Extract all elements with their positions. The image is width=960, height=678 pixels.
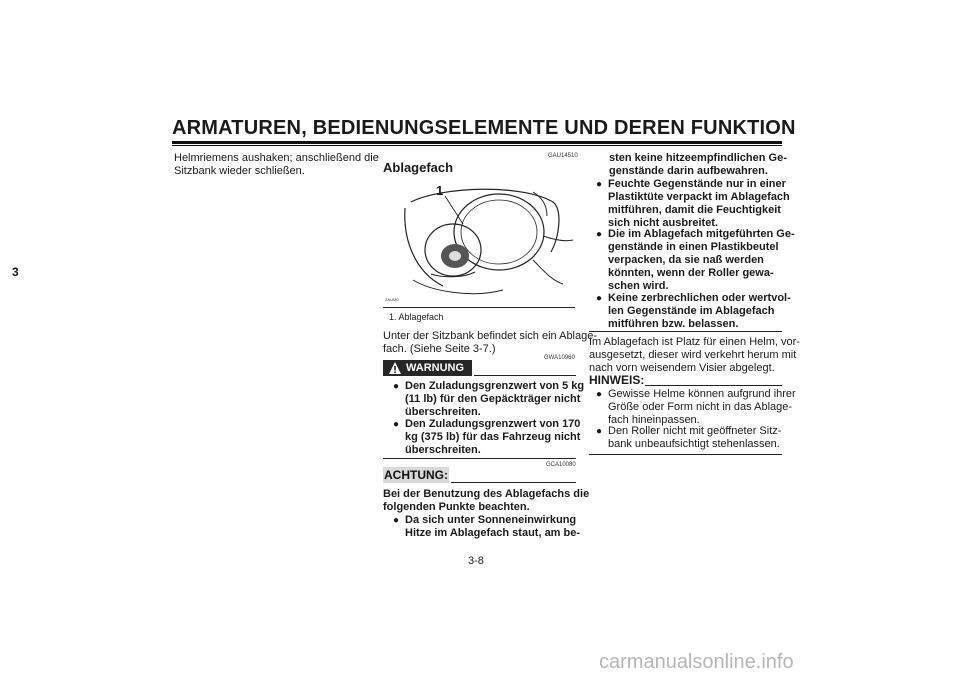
text-line: folgenden Punkte beachten. [383,501,530,513]
bullet-icon: ● [393,419,400,430]
text-line: Unter der Sitzbank befindet sich ein Ablage- [383,330,598,342]
title-rule-thin [172,145,782,146]
bullet-icon: ● [393,515,400,526]
caution-item [596,178,790,230]
warning-item [393,380,585,419]
caution-item [393,514,581,540]
text-line: Die im Ablagefach mitgeführten Ge- [608,228,795,240]
warning-bottom-rule [383,458,576,459]
text-line: Den Roller nicht mit geöffneter Sitz- [608,425,782,437]
caution-badge: ACHTUNG: [384,468,448,482]
intro-text [383,330,598,356]
caution-code: GCA10080 [546,462,576,468]
watermark: carmanualsonline.info [599,651,794,673]
title-rule [172,141,782,144]
text-line: mitführen, damit die Feuchtigkeit [608,204,781,216]
warning-item [393,418,581,457]
text-line: Gewisse Helme können aufgrund ihrer [608,388,796,400]
bullet-icon: ● [596,426,603,437]
text-line: genstände darin aufbewahren. [609,165,768,177]
text-line: Bei der Benutzung des Ablagefachs die [383,488,590,500]
figure-code: ZAUM0 [385,297,399,302]
text-line: bank unbeaufsichtigt stehenlassen. [608,438,780,450]
bullet-icon: ● [596,389,603,400]
note-label: HINWEIS: [589,373,645,387]
text-line: überschreiten. [405,444,481,456]
warning-triangle-icon [388,361,402,375]
bullet-icon: ● [596,229,603,240]
text-line: mitführen bzw. belassen. [608,318,739,330]
text-line: fach. (Siehe Seite 3-7.) [383,343,496,355]
text-line: Hitze im Ablagefach staut, am be- [405,527,581,539]
text-line: überschreiten. [405,406,481,418]
caution-top-rule [451,482,576,483]
note-top-rule [645,385,782,386]
text-line: fach hineinpassen. [608,414,700,426]
page-number: 3-8 [468,555,484,567]
note-bottom-rule [589,454,782,455]
text-line: len Gegenstände im Ablagefach [608,305,775,317]
text-line: sten keine hitzeempfindlichen Ge- [609,152,787,164]
chapter-number: 3 [12,265,19,279]
text-line: könnten, wenn der Roller gewa- [608,267,774,279]
figure-rule [383,307,575,308]
caution-continued [609,152,787,178]
figure-caption: 1. Ablagefach [389,312,444,322]
text-line: Den Zuladungsgrenzwert von 5 kg [405,380,585,392]
section-heading: Ablagefach [383,160,454,175]
text-line: sich nicht ausbreitet. [608,217,719,229]
storage-compartment-illustration [383,180,575,306]
caution-intro [383,488,590,514]
bullet-icon: ● [596,293,603,304]
text-line: genstände in einen Plastikbeutel [608,241,779,253]
text-line: Den Zuladungsgrenzwert von 170 [405,418,581,430]
bullet-icon: ● [393,381,400,392]
warning-badge [383,360,472,376]
text-line: (11 lb) für den Gepäckträger nicht [405,393,581,405]
section-code: GAU14510 [548,153,578,159]
caution-item [596,292,791,331]
note-item [596,388,796,427]
text-line: kg (375 lb) für das Fahrzeug nicht [405,431,581,443]
figure-callout: 1 [436,183,444,198]
text-line: Plastiktüte verpackt im Ablagefach [608,191,790,203]
text-line: Im Ablagefach ist Platz für einen Helm, vor- [589,336,800,348]
text-line: Feuchte Gegenstände nur in einer [608,178,786,190]
text-line: verpacken, da sie naß werden [608,254,764,266]
caution-bottom-rule [589,331,782,332]
page-title: ARMATUREN, BEDIENUNGSELEMENTE UND DEREN FUNKTION [172,117,796,139]
warning-top-rule [474,375,576,376]
text-line: Größe oder Form nicht in das Ablage- [608,401,793,413]
text-line: ausgesetzt, dieser wird verkehrt herum mit [589,349,797,361]
text-line: Helmriemens aushaken; anschließend die [174,152,379,164]
text-line: Da sich unter Sonneneinwirkung [405,514,577,526]
warning-code: GWA10960 [544,355,575,361]
text-line: nach vorn weisendem Visier abgelegt. [589,362,775,374]
caution-item [596,228,795,293]
text-line: schen wird. [608,280,669,292]
text-line: Sitzbank wieder schließen. [174,165,305,177]
col1-text [174,152,379,178]
bullet-icon: ● [596,179,603,190]
note-item [596,425,784,451]
text-line: Keine zerbrechlichen oder wertvol- [608,292,791,304]
helmet-paragraph [589,336,800,375]
warning-label: WARNUNG [406,362,465,374]
